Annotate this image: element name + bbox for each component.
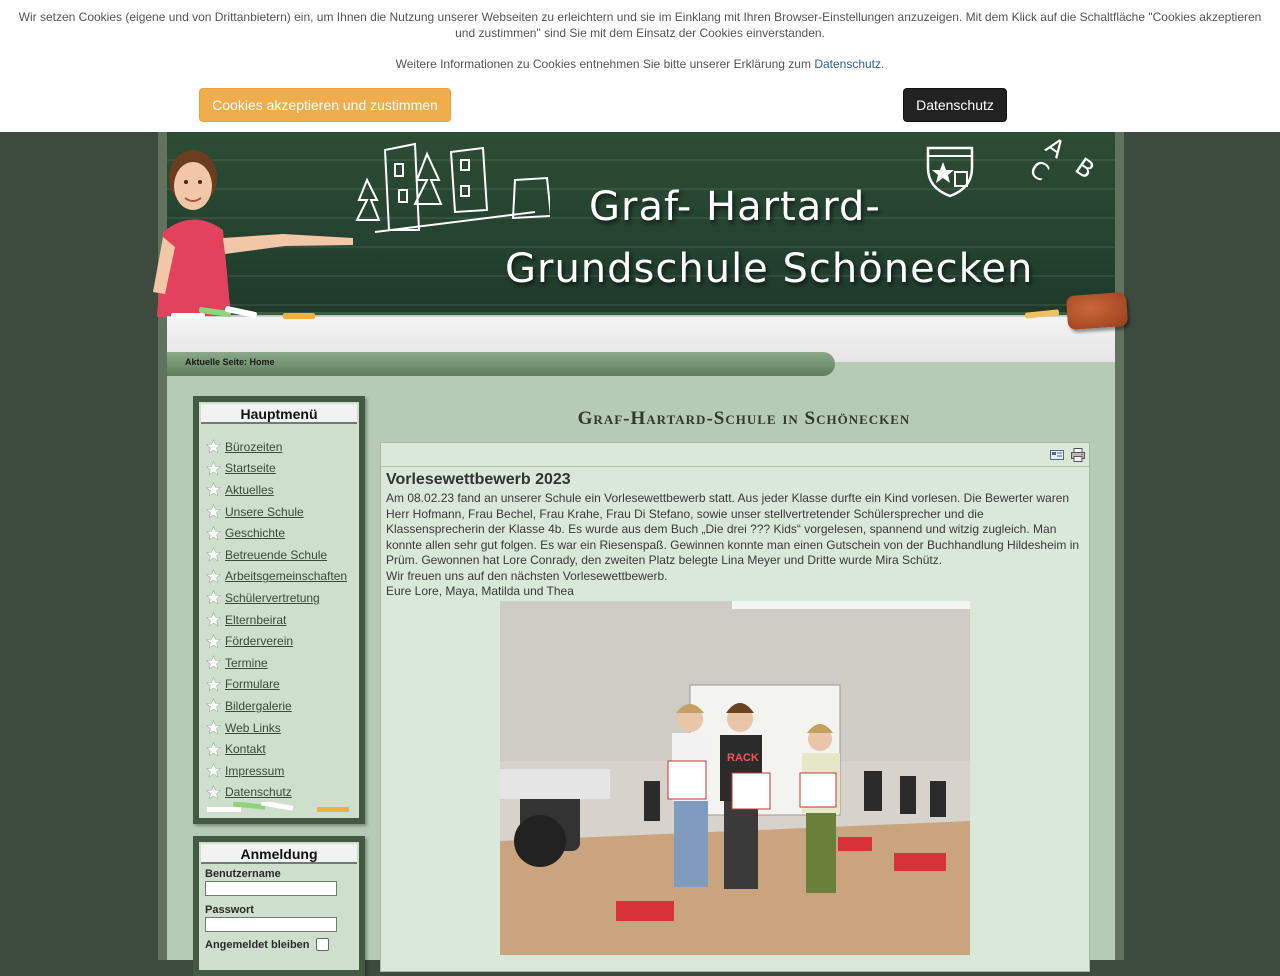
cookie-info-suffix: . (881, 57, 885, 71)
menu-item[interactable] (206, 501, 359, 523)
star-icon (206, 461, 221, 476)
main-menu (193, 396, 365, 824)
menu-item-link[interactable]: Bürozeiten (225, 439, 283, 454)
article-photo (500, 601, 970, 955)
chalk-white (171, 313, 205, 319)
school-crest-icon (925, 144, 975, 198)
article-paragraph: Wir freuen uns auf den nächsten Vorlesewettbewerb. (386, 568, 668, 583)
menu-item-link[interactable]: Förderverein (225, 634, 294, 649)
menu-item-link[interactable]: Kontakt (225, 742, 266, 757)
star-icon (206, 720, 221, 735)
username-label: Benutzername (205, 868, 281, 880)
menu-item[interactable] (206, 760, 359, 782)
main-menu-title: Hauptmenü (201, 404, 357, 424)
star-icon (206, 634, 221, 649)
girl-image (153, 142, 363, 317)
menu-item-link[interactable]: Elternbeirat (225, 612, 287, 627)
menu-item[interactable] (206, 544, 359, 566)
menu-list (199, 424, 359, 803)
menu-item[interactable] (206, 436, 359, 458)
accept-cookies-button[interactable]: Cookies akzeptieren und zustimmen (199, 88, 451, 122)
menu-item-link[interactable]: Bildergalerie (225, 698, 292, 713)
menu-item-link[interactable]: Startseite (225, 461, 276, 476)
remember-label: Angemeldet bleiben (205, 938, 310, 951)
menu-item[interactable] (206, 782, 359, 804)
cookie-privacy-link[interactable]: Datenschutz (814, 57, 882, 71)
cookie-text: Wir setzen Cookies (eigene und von Drittanbietern) ein, um Ihnen die Nutzung unserer Webseiten zu erleichtern und sie im Einklang mit Ihren Browser-Einstellungen anzuzeigen. Mit dem Klick auf die Schaltfläche "Cookies akzeptieren und zustimmen" sind Sie mit dem Einsatz der Cookies einverstanden. (18, 10, 1262, 40)
article (380, 442, 1090, 972)
menu-item-link[interactable]: Impressum (225, 763, 285, 778)
article-toolbar (381, 443, 1089, 467)
article-body (386, 491, 1085, 600)
email-icon[interactable] (1050, 450, 1064, 460)
menu-item-link[interactable]: Aktuelles (225, 482, 274, 497)
star-icon (206, 763, 221, 778)
menu-item-link[interactable]: Schülervertretung (225, 590, 320, 605)
star-icon (206, 547, 221, 562)
remember-checkbox[interactable] (316, 938, 329, 951)
star-icon (206, 698, 221, 713)
star-icon (206, 742, 221, 757)
star-icon (206, 569, 221, 584)
star-icon (206, 504, 221, 519)
login-title: Anmeldung (201, 844, 357, 864)
menu-item-link[interactable]: Web Links (225, 720, 281, 735)
menu-item[interactable] (206, 738, 359, 760)
photo-shirt-text: RACK (727, 752, 759, 764)
article-paragraph: Eure Lore, Maya, Matilda und Thea (386, 584, 574, 598)
menu-item[interactable] (206, 522, 359, 544)
password-label: Passwort (205, 904, 254, 916)
menu-item[interactable] (206, 674, 359, 696)
menu-item[interactable] (206, 609, 359, 631)
article-title: Vorlesewettbewerb 2023 (386, 471, 571, 488)
menu-item-link[interactable]: Geschichte (225, 526, 286, 541)
star-icon (206, 439, 221, 454)
menu-item[interactable] (206, 479, 359, 501)
menu-item-link[interactable]: Arbeitsgemeinschaften (225, 569, 348, 584)
abc-chalk-text: A B C (1024, 131, 1105, 191)
sponge-image (1066, 292, 1128, 330)
menu-chalk-decoration (203, 802, 359, 814)
site-title-line2: Grundschule Schönecken (505, 246, 1034, 292)
menu-item[interactable] (206, 566, 359, 588)
star-icon (206, 482, 221, 497)
page-frame (158, 130, 1124, 960)
privacy-button[interactable]: Datenschutz (903, 88, 1007, 122)
cookie-banner (0, 0, 1280, 132)
username-input[interactable] (205, 881, 337, 896)
star-icon (206, 526, 221, 541)
star-icon (206, 612, 221, 627)
star-icon (206, 677, 221, 692)
cookie-info-text: Weitere Informationen zu Cookies entnehmen Sie bitte unserer Erklärung zum (395, 57, 811, 71)
star-icon (206, 590, 221, 605)
menu-item-link[interactable]: Formulare (225, 677, 280, 692)
password-input[interactable] (205, 917, 337, 932)
menu-item[interactable] (206, 630, 359, 652)
star-icon (206, 655, 221, 670)
chalk-orange (283, 313, 315, 319)
castle-drawing (355, 140, 550, 240)
menu-item[interactable] (206, 458, 359, 480)
site-title-line1: Graf- Hartard- (589, 184, 881, 230)
login-box (193, 836, 365, 976)
page-title: Graf-Hartard-Schule in Schönecken (577, 408, 911, 429)
menu-item[interactable] (206, 652, 359, 674)
star-icon (206, 785, 221, 800)
cookie-info (0, 56, 1280, 72)
article-paragraph: Am 08.02.23 fand an unserer Schule ein Vorlesewettbewerb statt. Aus jeder Klasse durfte ein Kind vorlesen. Die Bewerter waren Herr Hofmann, Frau Bechel, Frau Krahe, Frau Di Stefano, sowie unser stellvertretender Schülersprecher und die Klassensprecherin der Klasse 4b. Es wurde aus dem Buch „Die drei ??? Kids“ vorgelesen, spannend und witzig zugleich. Man konnte allen sehr gut folgen. Es war ein Riesenspaß. Gewinnen konnte man einen Gutschein von der Buchhandlung Hildesheim in Prüm. Gewonnen hat Lore Conrady, den zweiten Platz belegte Lina Meyer und Dritte wurde Mira Schütz. (386, 491, 1080, 567)
print-icon[interactable] (1071, 448, 1085, 462)
menu-item-link[interactable]: Unsere Schule (225, 504, 304, 519)
breadcrumb: Aktuelle Seite: Home (167, 352, 835, 376)
header-chalkboard (167, 132, 1115, 315)
menu-item[interactable] (206, 695, 359, 717)
menu-item[interactable] (206, 717, 359, 739)
remember-row (205, 938, 359, 951)
menu-item[interactable] (206, 587, 359, 609)
menu-item-link[interactable]: Termine (225, 655, 268, 670)
menu-item-link[interactable]: Betreuende Schule (225, 547, 328, 562)
menu-item-link[interactable]: Datenschutz (225, 785, 292, 800)
